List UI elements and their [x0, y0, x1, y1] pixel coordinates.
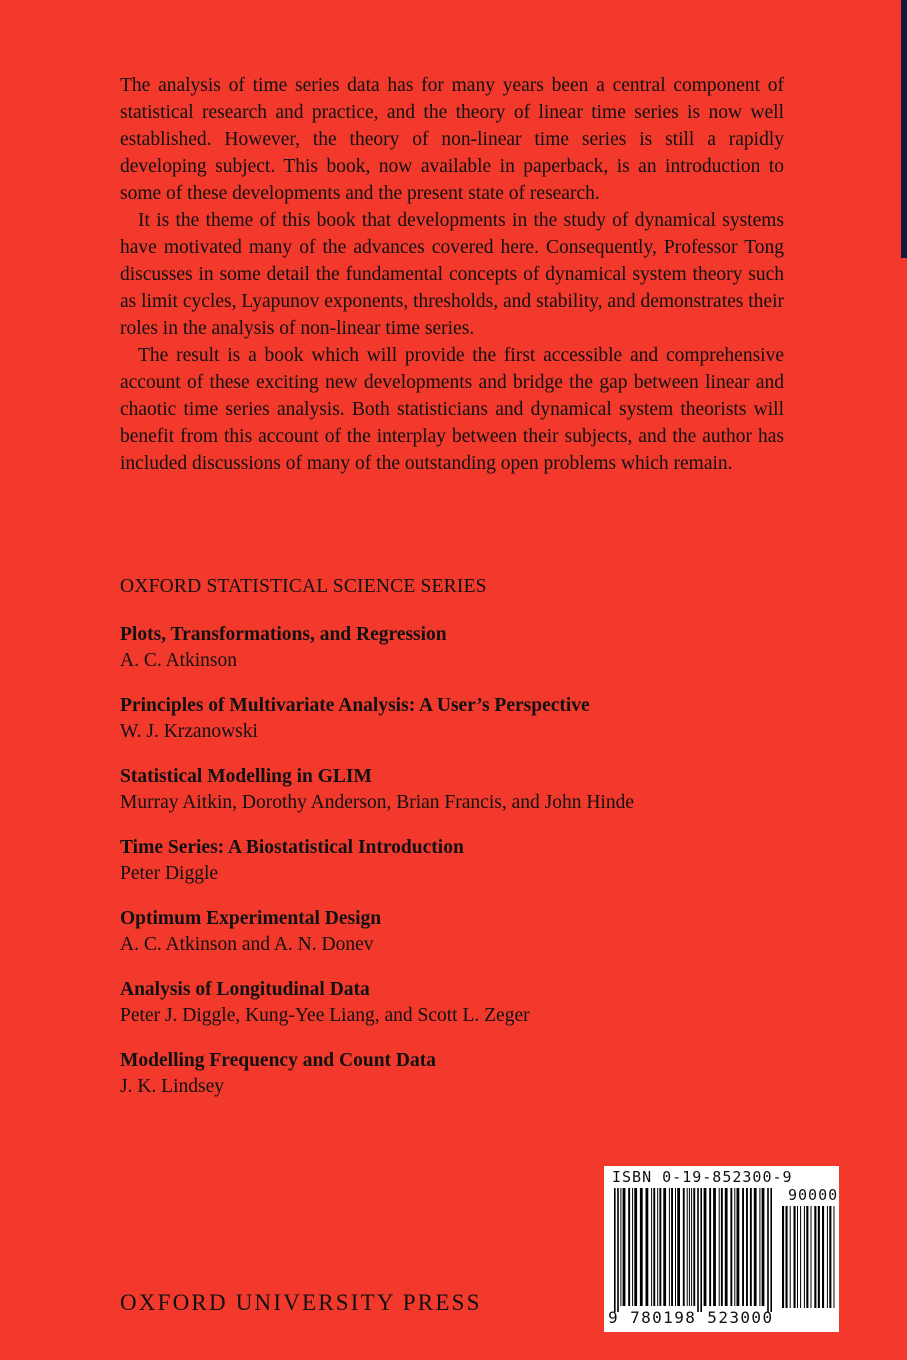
barcode-bar	[704, 1188, 707, 1306]
series-list-item	[120, 1048, 780, 1119]
series-book-title: Plots, Transformations, and Regression	[120, 624, 447, 645]
barcode-bar	[623, 1188, 626, 1306]
barcode-bar	[632, 1188, 633, 1306]
series-book-authors: A. C. Atkinson	[120, 650, 238, 671]
series-list	[120, 622, 780, 1119]
series-book-title: Optimum Experimental Design	[120, 908, 382, 929]
series-list-item	[120, 764, 780, 835]
barcode-bar	[725, 1188, 728, 1306]
series-list-item	[120, 622, 780, 693]
barcode-bar	[617, 1188, 619, 1312]
barcode-bar	[797, 1206, 798, 1308]
barcode-bar	[683, 1188, 685, 1306]
barcode-bar	[770, 1188, 772, 1312]
barcode-bar	[653, 1188, 655, 1306]
series-book-title: Principles of Multivariate Analysis: A User’s Perspective	[120, 695, 590, 716]
barcode-bar	[806, 1206, 808, 1308]
barcode-bar	[620, 1188, 621, 1306]
series-book-authors: J. K. Lindsey	[120, 1076, 224, 1097]
series-book-title: Time Series: A Biostatistical Introduction	[120, 837, 464, 858]
series-book-authors: Peter J. Diggle, Kung-Yee Liang, and Scott L. Zeger	[120, 1005, 530, 1026]
barcode-bar	[628, 1188, 630, 1306]
blurb-paragraph-3: The result is a book which will provide the first accessible and comprehensive account of these exciting new developments and bridge the gap between linear and chaotic time series analysis. Both statisticians and dynamical system theorists will benefit from this account of the interplay between their subjects, and the author has included discussions of many of the outstanding open problems which remain.	[120, 345, 784, 474]
blurb-paragraph-2: It is the theme of this book that developments in the study of dynamical systems have motivated many of the advances covered here. Consequently, Professor Tong discusses in some detail the fundamental concepts of dynamical system theory such as limit cycles, Lyapunov exponents, thresholds, and stability, and demonstrates their roles in the analysis of non-linear time series.	[120, 210, 784, 339]
barcode-bar	[634, 1188, 637, 1306]
back-cover-blurb	[120, 72, 784, 477]
barcode-bar	[762, 1188, 765, 1306]
barcode-bar	[657, 1188, 658, 1306]
series-list-item	[120, 906, 780, 977]
barcode-bar	[709, 1188, 711, 1306]
barcode-bar	[697, 1188, 699, 1312]
barcode-bar	[671, 1188, 673, 1306]
blurb-paragraph-1: The analysis of time series data has for many years been a central component of statistical research and practice, and the theory of linear time series is now well established. However, the theory of non-linear time series is still a rapidly developing subject. This book, now available in paperback, is an introduction to some of these developments and the present state of research.	[120, 75, 784, 204]
barcode-bar	[713, 1188, 716, 1306]
barcode-bar	[646, 1188, 649, 1306]
barcode-bar	[730, 1188, 732, 1306]
series-book-authors: W. J. Krzanowski	[120, 721, 258, 742]
barcode-bar	[719, 1188, 720, 1306]
barcode-bar	[818, 1206, 820, 1308]
series-list-item	[120, 693, 780, 764]
barcode-bar	[811, 1206, 812, 1308]
barcode-bar	[750, 1188, 752, 1306]
publisher-imprint: OXFORD UNIVERSITY PRESS	[120, 1290, 482, 1315]
series-book-authors: A. C. Atkinson and A. N. Donev	[120, 934, 374, 955]
series-list-item	[120, 835, 780, 906]
barcode-bar	[804, 1206, 805, 1308]
barcode-bar	[814, 1206, 816, 1308]
barcode-bar	[691, 1188, 692, 1306]
series-book-authors: Murray Aitkin, Dorothy Anderson, Brian Francis, and John Hinde	[120, 792, 634, 813]
barcode-bar	[687, 1188, 688, 1306]
barcode-bar	[834, 1206, 835, 1308]
ean-digits: 9 780198 523000	[608, 1308, 774, 1327]
barcode-bar	[800, 1206, 801, 1308]
barcode-bar	[767, 1188, 769, 1312]
series-list-item	[120, 977, 780, 1048]
barcode-bar	[651, 1188, 652, 1306]
series-book-title: Modelling Frequency and Count Data	[120, 1050, 436, 1071]
barcode-bar	[782, 1206, 784, 1308]
isbn-number: ISBN 0-19-852300-9	[612, 1168, 793, 1186]
price-code: 90000	[788, 1186, 839, 1204]
series-book-title: Statistical Modelling in GLIM	[120, 766, 372, 787]
barcode-bar	[663, 1188, 666, 1306]
barcode-bar	[659, 1188, 661, 1306]
spine-color-strip	[901, 0, 907, 258]
barcode-bar	[742, 1188, 744, 1306]
barcode-bar	[734, 1188, 735, 1306]
series-heading: OXFORD STATISTICAL SCIENCE SERIES	[120, 576, 487, 597]
barcode-bar	[746, 1188, 748, 1306]
barcode-bar	[786, 1206, 788, 1308]
barcode-bar	[827, 1206, 828, 1308]
barcode-bar	[689, 1188, 690, 1306]
barcode-bar	[693, 1188, 695, 1306]
series-book-title: Analysis of Longitudinal Data	[120, 979, 370, 1000]
barcode-bar	[721, 1188, 723, 1306]
barcode-bar	[737, 1188, 740, 1306]
barcode-bar	[675, 1188, 676, 1306]
isbn-barcode	[604, 1166, 839, 1332]
barcode-bar	[677, 1188, 680, 1306]
barcode-bar	[640, 1188, 643, 1306]
barcode-bar	[754, 1188, 757, 1306]
barcode-bar	[614, 1188, 616, 1312]
barcode-bar	[790, 1206, 791, 1308]
barcode-bar	[822, 1206, 824, 1308]
barcode-bar	[829, 1206, 831, 1308]
barcode-bar	[669, 1188, 670, 1306]
barcode-bar	[700, 1188, 702, 1312]
barcode-bar	[759, 1188, 760, 1306]
series-book-authors: Peter Diggle	[120, 863, 219, 884]
barcode-bar	[794, 1206, 796, 1308]
